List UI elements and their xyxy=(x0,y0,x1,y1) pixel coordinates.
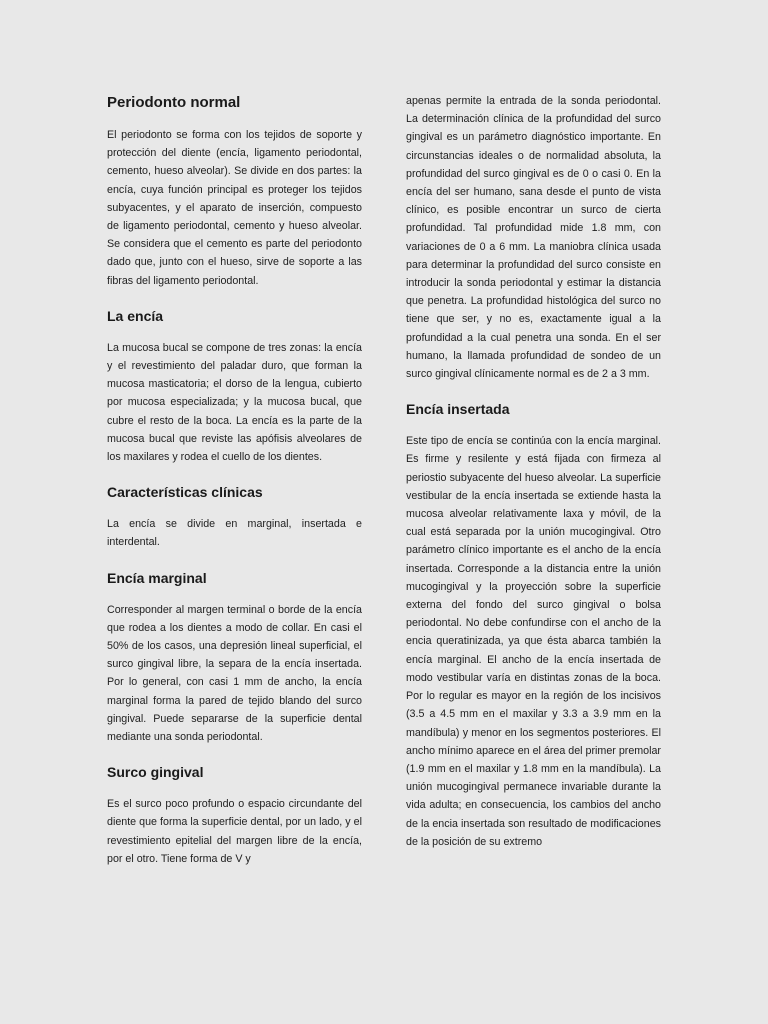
right-column xyxy=(406,92,661,851)
heading-encia-insertada: Encía insertada xyxy=(406,401,510,418)
heading-encia-marginal: Encía marginal xyxy=(107,569,207,586)
heading-caracteristicas-clinicas: Características clínicas xyxy=(107,484,263,501)
left-column xyxy=(107,92,362,868)
heading-la-encia: La encía xyxy=(107,307,164,324)
paragraph-surco-gingival-continuation: apenas permite la entrada de la sonda periodontal. La determinación clínica de la profundidad del surco gingival es un parámetro diagnóstico importante. En circunstancias ideales o de normalidad absoluta, la profundidad del surco gingival es de 0 o casi 0. En la encía del ser humano, sana desde el punto de vista clínico, es posible encontrar un surco de cierta profundidad. Tal profundidad mide 1.8 mm, con variaciones de 0 a 6 mm. La maniobra clínica usada para determinar la profundidad del surco consiste en introducir la sonda periodontal y estimar la distancia que penetra. La profundidad histológica del surco no tiene que ser, y no es, exactamente igual a la profundidad a la cual penetra una sonda. En el ser humano, la llamada profundidad de sondeo de un surco gingival clínicamente normal es de 2 a 3 mm. xyxy=(406,95,661,381)
paragraph-la-encia: La mucosa bucal se compone de tres zonas: la encía y el revestimiento del paladar duro, que forman la mucosa masticatoria; el dorso de la lengua, cubierto por mucosa especializada; y la mucosa bucal, que cubre el resto de la boca. La encía es la parte de la mucosa bucal que reviste las apófisis alveolares de los maxilares y rodea el cuello de los dientes. xyxy=(107,341,362,464)
paragraph-periodonto-normal: El periodonto se forma con los tejidos de soporte y protección del diente (encía, ligamento periodontal, cemento, hueso alveolar). Se divide en dos partes: la encía, cuya función principal es proteger los tejidos subyacentes, y el aparato de inserción, compuesto de ligamento periodontal, cemento y hueso alveolar. Se considera que el cemento es parte del periodonto dado que, junto con el hueso, sirve de soporte a las fibras del ligamento periodontal. xyxy=(107,129,362,287)
paragraph-surco-gingival: Es el surco poco profundo o espacio circundante del diente que forma la superficie dental, por un lado, y el revestimiento epitelial del margen libre de la encía, por el otro. Tiene forma de V y xyxy=(107,798,362,865)
heading-surco-gingival: Surco gingival xyxy=(107,764,204,781)
heading-periodonto-normal: Periodonto normal xyxy=(107,94,241,111)
paragraph-encia-insertada: Este tipo de encía se continúa con la encía marginal. Es firme y resilente y está fijada con firmeza al periostio subyacente del hueso alveolar. La superficie vestibular de la encía insertada se extiende hasta la mucosa alveolar relativamente laxa y móvil, de la cual está separada por la unión mucogingival. Otro parámetro clínico importante es el ancho de la encía insertada. Corresponde a la distancia entre la unión mucogingival y la proyección sobre la superficie externa del fondo del surco gingival o bolsa periodontal. No debe confundirse con el ancho de la encia queratinizada, ya que ésta abarca también la encía marginal. El ancho de la encía insertada de modo vestibular varía en distintas zonas de la boca. Por lo regular es mayor en la región de los incisivos (3.5 a 4.5 mm en el maxilar y 3.3 a 3.9 mm en la mandíbula) y menor en los segmentos posteriores. El ancho mínimo aparece en el área del primer premolar (1.9 mm en el maxilar y 1.8 mm en la mandíbula). La unión mucogingival permanece invariable durante la vida adulta; en consecuencia, los cambios del ancho de la encia insertada son resultado de modificaciones de la posición de su extremo xyxy=(406,435,661,848)
paragraph-caracteristicas-clinicas: La encía se divide en marginal, insertada e interdental. xyxy=(107,518,362,549)
paragraph-encia-marginal: Corresponder al margen terminal o borde de la encía que rodea a los dientes a modo de collar. En casi el 50% de los casos, una depresión lineal superficial, el surco gingival libre, la separa de la encía insertada. Por lo general, con casi 1 mm de ancho, la encía marginal forma la pared de tejido blando del surco gingival. Puede separarse de la superficie dental mediante una sonda periodontal. xyxy=(107,603,362,744)
